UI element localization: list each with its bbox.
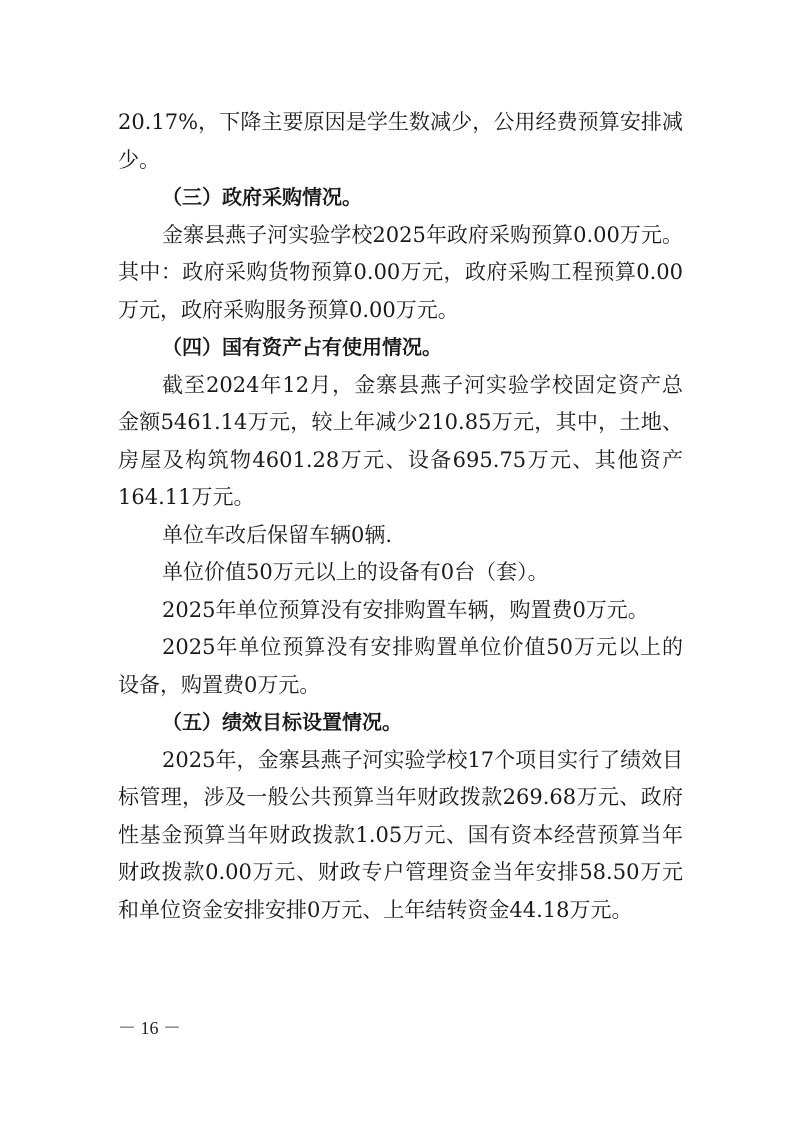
paragraph-equipment-budget: [118, 629, 683, 704]
text-line: 和单位资金安排安排0万元、上年结转资金44.18万元。: [118, 897, 633, 922]
text-line: 少。: [118, 147, 160, 172]
document-body: [118, 104, 683, 929]
text-line: 其中：政府采购货物预算0.00万元，政府采购工程预算0.00: [118, 260, 683, 284]
text-line: 2025年，金寨县燕子河实验学校17个项目实行了绩效目: [162, 747, 684, 772]
paragraph-performance: [118, 742, 683, 930]
section-heading-performance: （五）绩效目标设置情况。: [162, 710, 402, 734]
text-line: 20.17%，下降主要原因是学生数减少，公用经费预算安排减: [118, 110, 683, 134]
text-line: 性基金预算当年财政拨款1.05万元、国有资本经营预算当年: [118, 822, 683, 847]
text-line: 标管理，涉及一般公共预算当年财政拨款269.68万元、政府: [118, 785, 683, 809]
paragraph-procurement: [118, 217, 683, 330]
paragraph-vehicle-budget: 2025年单位预算没有安排购置车辆，购置费0万元。: [162, 597, 649, 622]
paragraph-assets: [118, 367, 683, 517]
text-line: 164.11万元。: [118, 485, 255, 509]
text-line: 2025年单位预算没有安排购置单位价值50万元以上的: [162, 635, 683, 659]
paragraph-equipment: 单位价值50万元以上的设备有0台（套）。: [162, 560, 549, 584]
text-line: 万元，政府采购服务预算0.00万元。: [118, 297, 459, 322]
paragraph-vehicles: 单位车改后保留车辆0辆.: [162, 522, 393, 547]
text-line: 金寨县燕子河实验学校2025年政府采购预算0.00万元。: [162, 222, 683, 247]
paragraph-continuation: [118, 104, 683, 179]
text-line: 财政拨款0.00万元、财政专户管理资金当年安排58.50万元: [118, 860, 683, 884]
text-line: 截至2024年12月，金寨县燕子河实验学校固定资产总: [162, 372, 683, 397]
text-line: 设备，购置费0万元。: [118, 672, 321, 697]
section-heading-procurement: （三）政府采购情况。: [162, 185, 362, 209]
page-number: － 16 －: [118, 1018, 181, 1038]
text-line: 房屋及构筑物4601.28万元、设备695.75万元、其他资产: [118, 447, 683, 472]
text-line: 金额5461.14万元，较上年减少210.85万元，其中，土地、: [118, 410, 683, 434]
section-heading-state-assets: （四）国有资产占有使用情况。: [162, 335, 442, 359]
